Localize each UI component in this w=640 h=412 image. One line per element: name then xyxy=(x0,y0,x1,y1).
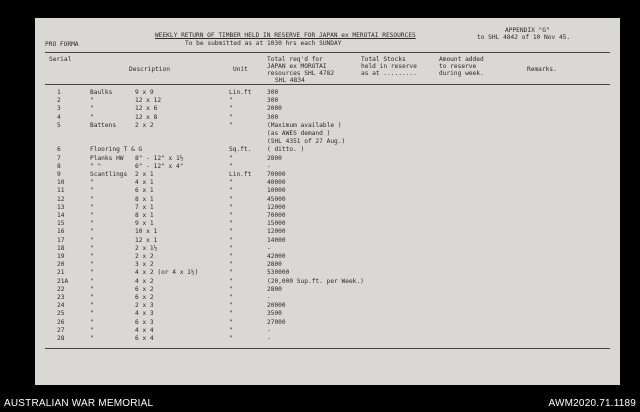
row-quantity: - xyxy=(267,326,271,334)
row-quantity: 27000 xyxy=(267,318,286,326)
row-description: " xyxy=(90,244,94,252)
row-serial: 11 xyxy=(57,187,65,195)
row-size: 12 x 6 xyxy=(135,105,158,113)
row-size: 6 x 1 xyxy=(135,187,154,195)
table-row xyxy=(35,146,620,154)
row-size: 6 x 3 xyxy=(135,318,154,326)
row-description: " xyxy=(90,277,94,285)
row-unit: " xyxy=(229,310,233,318)
row-quantity: 300 xyxy=(267,113,279,121)
row-quantity: 2000 xyxy=(267,105,282,113)
document-page xyxy=(35,18,620,385)
row-unit: " xyxy=(229,179,233,187)
row-description: " xyxy=(90,302,94,310)
row-serial: 23 xyxy=(57,294,65,301)
row-quantity: (20,000 Sup.ft. per Week.) xyxy=(267,277,364,285)
row-size: 4 x 2 (or 4 x 1½) xyxy=(135,269,199,277)
row-size: 10 x 1 xyxy=(135,228,158,236)
row-serial: 27 xyxy=(57,326,65,334)
row-unit: " xyxy=(229,154,233,162)
table-row xyxy=(35,220,620,228)
table-row xyxy=(35,278,620,286)
table-row xyxy=(35,269,620,277)
row-size: 4 x 1 xyxy=(135,179,154,187)
row-description: " xyxy=(90,294,94,301)
appendix-reference: to SHL 4842 of 10 Nov 45. xyxy=(477,34,571,41)
row-unit: " xyxy=(229,326,233,334)
row-description: Flooring T & G xyxy=(90,146,143,154)
row-unit: Sq.ft. xyxy=(229,146,252,154)
row-serial: 19 xyxy=(57,253,65,260)
row-unit: " xyxy=(229,236,233,244)
table-row xyxy=(35,212,620,220)
row-quantity: 12000 xyxy=(267,228,286,236)
row-serial: 5 xyxy=(57,121,61,129)
row-quantity: 2800 xyxy=(267,261,282,269)
table-row xyxy=(35,163,620,171)
table-row xyxy=(35,228,620,236)
table-row xyxy=(35,130,620,138)
table-row xyxy=(35,245,620,253)
row-serial: 7 xyxy=(57,154,61,162)
col-header-total-req-2: JAPAN ex MOROTAI xyxy=(267,63,327,70)
row-unit: " xyxy=(229,220,233,228)
row-description: " xyxy=(90,179,94,187)
row-serial: 21 xyxy=(57,269,65,277)
table-bottom-rule xyxy=(45,348,610,349)
col-header-total-stocks-1: Total Stocks xyxy=(361,56,406,63)
table-row xyxy=(35,105,620,113)
col-header-total-stocks-3: as at ......... xyxy=(361,70,417,77)
footer-institution: AUSTRALIAN WAR MEMORIAL xyxy=(4,398,154,409)
row-description: Baulks xyxy=(90,89,113,96)
row-unit: " xyxy=(229,212,233,219)
row-unit: " xyxy=(229,97,233,105)
row-size: 12 x 1 xyxy=(135,236,158,244)
row-serial: 1 xyxy=(57,89,61,96)
row-size: 9 x 1 xyxy=(135,220,154,228)
row-description: Scantlings xyxy=(90,171,128,178)
col-header-total-stocks-2: held in reserve xyxy=(361,63,417,70)
col-header-remarks: Remarks. xyxy=(527,66,557,73)
row-size: 6 x 2 xyxy=(135,285,154,293)
row-size: 2 x 2 xyxy=(135,253,154,260)
row-unit: " xyxy=(229,187,233,195)
header-top-rule xyxy=(45,52,610,53)
row-size: 8 x 1 xyxy=(135,195,154,203)
row-quantity: 12000 xyxy=(267,203,286,211)
col-header-total-req-1: Total req'd for xyxy=(267,56,323,63)
row-serial: 25 xyxy=(57,310,65,318)
col-header-serial: Serial xyxy=(49,56,72,63)
document-subtitle: To be submitted as at 1030 hrs each SUNDAY xyxy=(185,40,342,47)
row-unit: " xyxy=(229,244,233,252)
row-unit: " xyxy=(229,277,233,285)
table-row xyxy=(35,237,620,245)
row-description: " xyxy=(90,228,94,236)
row-quantity: 70000 xyxy=(267,212,286,219)
col-header-description: Description xyxy=(129,66,170,73)
table-row xyxy=(35,327,620,335)
table-row xyxy=(35,97,620,105)
row-quantity: - xyxy=(267,335,271,342)
row-unit: " xyxy=(229,121,233,129)
row-description: " xyxy=(90,195,94,203)
row-size: 2 x 1 xyxy=(135,171,154,178)
row-size: 8" - 12" x 1½ xyxy=(135,154,184,162)
row-unit: " xyxy=(229,285,233,293)
row-quantity: - xyxy=(267,162,271,170)
row-quantity: 300 xyxy=(267,89,279,96)
row-quantity: 530000 xyxy=(267,269,290,277)
row-description: " xyxy=(90,220,94,228)
col-header-amount-2: to reserve xyxy=(439,63,477,70)
row-unit: " xyxy=(229,294,233,301)
row-unit: " xyxy=(229,261,233,269)
row-size: 9 x 9 xyxy=(135,89,154,96)
row-serial: 16 xyxy=(57,228,65,236)
row-description: " xyxy=(90,261,94,269)
row-quantity: 2800 xyxy=(267,285,282,293)
table-row xyxy=(35,114,620,122)
row-unit: Lin.ft xyxy=(229,89,252,96)
row-quantity: (as AWES demand ) xyxy=(267,130,331,137)
row-serial: 4 xyxy=(57,113,61,121)
row-serial: 10 xyxy=(57,179,65,187)
row-serial: 18 xyxy=(57,244,65,252)
row-size: 2 x 1½ xyxy=(135,244,158,252)
row-size: 12 x 12 xyxy=(135,97,162,105)
row-description: " xyxy=(90,285,94,293)
row-unit: " xyxy=(229,105,233,113)
table-row xyxy=(35,204,620,212)
table-row xyxy=(35,187,620,195)
pro-forma-label: PRO FORMA xyxy=(45,41,79,48)
table-row xyxy=(35,310,620,318)
row-size: 6" - 12" x 4" xyxy=(135,162,184,170)
footer-accession-number: AWM2020.71.1189 xyxy=(548,398,636,409)
row-unit: " xyxy=(229,302,233,310)
row-quantity: 14000 xyxy=(267,236,286,244)
row-serial: 8 xyxy=(57,162,61,170)
table-row xyxy=(35,122,620,130)
row-description: " xyxy=(90,269,94,277)
table-row xyxy=(35,138,620,146)
row-serial: 21A xyxy=(57,277,69,285)
table-row xyxy=(35,335,620,343)
row-quantity: (SHL 4351 of 27 Aug.) xyxy=(267,138,346,146)
row-description: Battens xyxy=(90,121,117,129)
row-quantity: 300 xyxy=(267,97,279,105)
row-description: " xyxy=(90,113,94,121)
table-row xyxy=(35,253,620,261)
row-quantity: 15000 xyxy=(267,220,286,228)
row-unit: Lin.ft xyxy=(229,171,252,178)
col-header-total-req-3: resources SHL 4782 xyxy=(267,70,335,77)
row-serial: 2 xyxy=(57,97,61,105)
row-quantity: (Maximum available ) xyxy=(267,121,342,129)
row-serial: 9 xyxy=(57,171,61,178)
row-quantity: 3500 xyxy=(267,310,282,318)
row-unit: " xyxy=(229,269,233,277)
row-serial: 6 xyxy=(57,146,61,154)
row-size: 4 x 2 xyxy=(135,277,154,285)
row-serial: 15 xyxy=(57,220,65,228)
row-quantity: 10000 xyxy=(267,187,286,195)
col-header-amount-1: Amount added xyxy=(439,56,484,63)
row-quantity: 45000 xyxy=(267,195,286,203)
row-size: 7 x 1 xyxy=(135,203,154,211)
row-size: 6 x 2 xyxy=(135,294,154,301)
row-unit: " xyxy=(229,318,233,326)
row-serial: 20 xyxy=(57,261,65,269)
table-row xyxy=(35,302,620,310)
table-row xyxy=(35,286,620,294)
table-row xyxy=(35,261,620,269)
row-quantity: ( ditto. ) xyxy=(267,146,305,154)
row-serial: 3 xyxy=(57,105,61,113)
table-row xyxy=(35,294,620,302)
row-size: 4 x 4 xyxy=(135,326,154,334)
row-description: Planks HW xyxy=(90,154,124,162)
row-description: " xyxy=(90,310,94,318)
row-size: 2 x 2 xyxy=(135,121,154,129)
col-header-total-req-4: SHL 4834 xyxy=(275,77,305,84)
col-header-amount-3: during week. xyxy=(439,70,484,77)
row-description: " xyxy=(90,335,94,342)
row-size: 2 x 3 xyxy=(135,302,154,310)
row-quantity: 2800 xyxy=(267,154,282,162)
row-description: " xyxy=(90,326,94,334)
row-quantity: 70000 xyxy=(267,171,286,178)
row-serial: 22 xyxy=(57,285,65,293)
row-description: " xyxy=(90,318,94,326)
row-quantity: - xyxy=(267,244,271,252)
row-quantity: - xyxy=(267,294,271,301)
row-size: 4 x 3 xyxy=(135,310,154,318)
row-unit: " xyxy=(229,335,233,342)
row-serial: 14 xyxy=(57,212,65,219)
row-description: " xyxy=(90,212,94,219)
row-description: " " xyxy=(90,162,102,170)
table-row xyxy=(35,319,620,327)
table-row xyxy=(35,179,620,187)
row-unit: " xyxy=(229,253,233,260)
row-description: " xyxy=(90,253,94,260)
row-unit: " xyxy=(229,228,233,236)
header-bottom-rule xyxy=(45,84,610,85)
col-header-unit: Unit xyxy=(233,66,248,73)
row-serial: 12 xyxy=(57,195,65,203)
row-size: 12 x 8 xyxy=(135,113,158,121)
row-serial: 24 xyxy=(57,302,65,310)
row-description: " xyxy=(90,105,94,113)
row-unit: " xyxy=(229,195,233,203)
row-serial: 13 xyxy=(57,203,65,211)
table-row xyxy=(35,155,620,163)
row-unit: " xyxy=(229,162,233,170)
row-description: " xyxy=(90,236,94,244)
row-unit: " xyxy=(229,113,233,121)
row-quantity: 20000 xyxy=(267,302,286,310)
row-quantity: 40000 xyxy=(267,179,286,187)
appendix-label: APPENDIX "G" xyxy=(505,27,550,34)
row-description: " xyxy=(90,187,94,195)
row-description: " xyxy=(90,203,94,211)
row-size: 6 x 4 xyxy=(135,335,154,342)
row-description: " xyxy=(90,97,94,105)
row-serial: 28 xyxy=(57,335,65,342)
row-serial: 26 xyxy=(57,318,65,326)
table-row xyxy=(35,89,620,97)
row-quantity: 42000 xyxy=(267,253,286,260)
row-size: 8 x 1 xyxy=(135,212,154,219)
row-unit: " xyxy=(229,203,233,211)
row-size: 3 x 2 xyxy=(135,261,154,269)
row-serial: 17 xyxy=(57,236,65,244)
table-row xyxy=(35,196,620,204)
table-row xyxy=(35,171,620,179)
document-title: WEEKLY RETURN OF TIMBER HELD IN RESERVE FOR JAPAN ex MEROTAI RESOURCES xyxy=(155,32,416,39)
